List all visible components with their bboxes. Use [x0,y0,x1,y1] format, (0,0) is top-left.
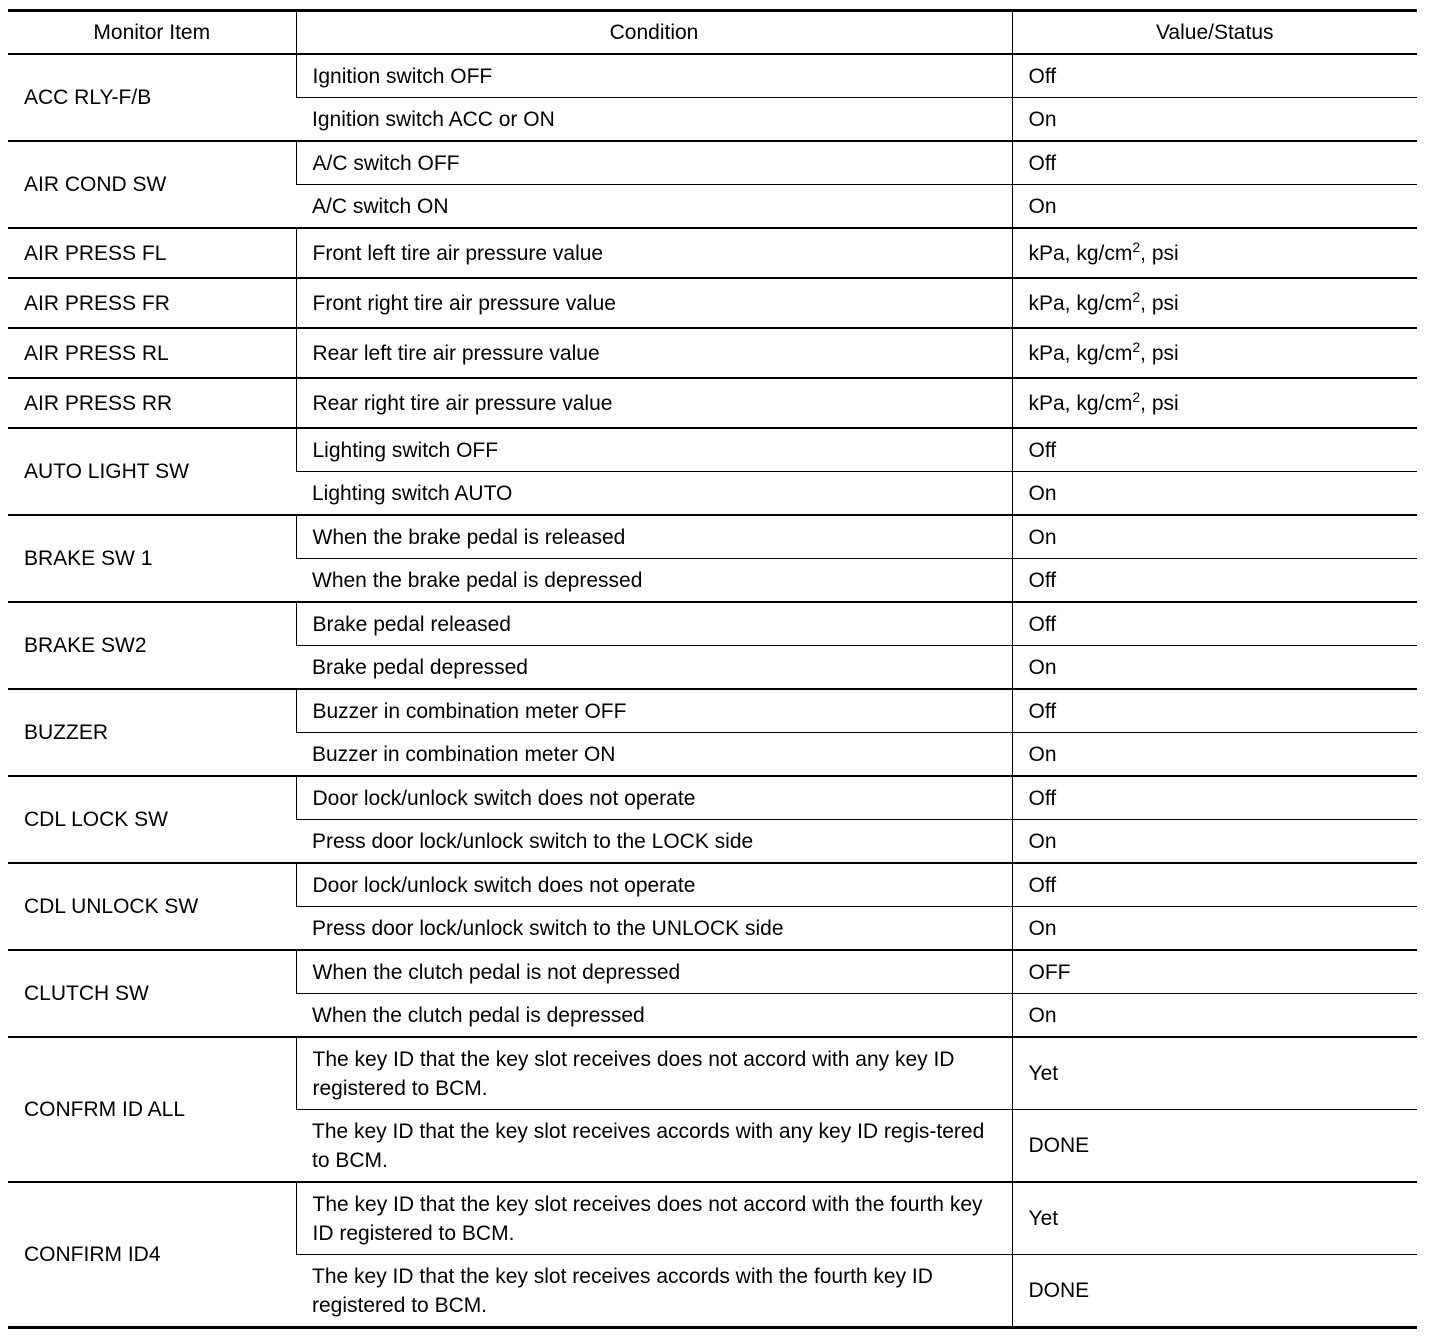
value-status-cell: On [1012,907,1417,951]
value-status-cell: On [1012,98,1417,142]
condition-cell: Press door lock/unlock switch to the LOCK side [296,820,1012,864]
table-row [8,54,1417,98]
value-status-cell: Off [1012,54,1417,98]
header-value-status: Value/Status [1012,11,1417,55]
condition-cell: Brake pedal depressed [296,646,1012,690]
value-status-cell: Off [1012,689,1417,733]
condition-cell: When the brake pedal is depressed [296,559,1012,603]
condition-cell: Door lock/unlock switch does not operate [296,863,1012,907]
monitor-item-cell: AIR PRESS RR [8,378,296,428]
monitor-item-cell: CONFIRM ID4 [8,1182,296,1328]
monitor-item-cell: CDL UNLOCK SW [8,863,296,950]
value-suffix: , psi [1140,391,1179,415]
monitor-item-cell: AIR PRESS FR [8,278,296,328]
value-status-cell: On [1012,185,1417,229]
table-row [8,1182,1417,1255]
condition-cell: Lighting switch OFF [296,428,1012,472]
table-row [8,1037,1417,1110]
condition-cell: Front right tire air pressure value [296,278,1012,328]
condition-cell: A/C switch OFF [296,141,1012,185]
condition-cell: The key ID that the key slot receives accords with any key ID regis-tered to BCM. [296,1110,1012,1183]
value-status-cell: On [1012,472,1417,516]
value-status-cell: On [1012,733,1417,777]
monitor-item-cell: AIR PRESS RL [8,328,296,378]
condition-cell: Brake pedal released [296,602,1012,646]
value-suffix: , psi [1140,241,1179,265]
value-superscript: 2 [1132,388,1141,405]
condition-cell: Lighting switch AUTO [296,472,1012,516]
value-status-cell: Off [1012,776,1417,820]
value-text: kPa, kg/cm [1028,291,1133,315]
monitor-item-cell: BRAKE SW 1 [8,515,296,602]
condition-cell: The key ID that the key slot receives does not accord with any key ID registered to BCM. [296,1037,1012,1110]
monitor-item-cell: BRAKE SW2 [8,602,296,689]
table-row [8,328,1417,378]
monitor-item-cell: CDL LOCK SW [8,776,296,863]
value-status-cell: Off [1012,559,1417,603]
monitor-item-cell: AUTO LIGHT SW [8,428,296,515]
table-row [8,141,1417,185]
table-row [8,378,1417,428]
value-superscript: 2 [1132,338,1141,355]
value-status-cell: Off [1012,141,1417,185]
monitor-item-cell: BUZZER [8,689,296,776]
table-row [8,689,1417,733]
header-row [8,11,1417,55]
monitor-item-cell: AIR COND SW [8,141,296,228]
table-row [8,228,1417,278]
condition-cell: When the clutch pedal is depressed [296,994,1012,1038]
table-row [8,428,1417,472]
value-status-cell: Off [1012,602,1417,646]
value-status-cell: On [1012,994,1417,1038]
monitor-item-cell: ACC RLY-F/B [8,54,296,141]
value-status-cell: Yet [1012,1037,1417,1110]
value-status-cell: On [1012,820,1417,864]
table-row [8,602,1417,646]
condition-cell: Ignition switch OFF [296,54,1012,98]
condition-cell: Buzzer in combination meter OFF [296,689,1012,733]
value-status-cell: On [1012,646,1417,690]
condition-cell: A/C switch ON [296,185,1012,229]
condition-cell: Front left tire air pressure value [296,228,1012,278]
value-suffix: , psi [1140,291,1179,315]
condition-cell: The key ID that the key slot receives accords with the fourth key ID registered to BCM. [296,1255,1012,1328]
value-status-cell: Yet [1012,1182,1417,1255]
condition-cell: The key ID that the key slot receives does not accord with the fourth key ID registered to BCM. [296,1182,1012,1255]
value-text: kPa, kg/cm [1028,241,1133,265]
value-status-cell: OFF [1012,950,1417,994]
table-row [8,776,1417,820]
value-status-cell [1012,328,1417,378]
condition-cell: Rear left tire air pressure value [296,328,1012,378]
value-text: kPa, kg/cm [1028,391,1133,415]
value-status-cell: Off [1012,428,1417,472]
table-row [8,278,1417,328]
monitor-item-cell: AIR PRESS FL [8,228,296,278]
condition-cell: Rear right tire air pressure value [296,378,1012,428]
table-row [8,515,1417,559]
value-text: kPa, kg/cm [1028,341,1133,365]
table-row [8,950,1417,994]
condition-cell: When the clutch pedal is not depressed [296,950,1012,994]
header-condition: Condition [296,11,1012,55]
condition-cell: When the brake pedal is released [296,515,1012,559]
value-status-cell [1012,228,1417,278]
condition-cell: Ignition switch ACC or ON [296,98,1012,142]
value-suffix: , psi [1140,341,1179,365]
value-superscript: 2 [1132,288,1141,305]
condition-cell: Press door lock/unlock switch to the UNLOCK side [296,907,1012,951]
value-superscript: 2 [1132,238,1141,255]
value-status-cell [1012,378,1417,428]
condition-cell: Buzzer in combination meter ON [296,733,1012,777]
value-status-cell: DONE [1012,1255,1417,1328]
table-row [8,863,1417,907]
value-status-cell [1012,278,1417,328]
monitor-item-cell: CONFRM ID ALL [8,1037,296,1182]
monitor-item-cell: CLUTCH SW [8,950,296,1037]
value-status-cell: On [1012,515,1417,559]
monitor-item-table [8,9,1417,1329]
condition-cell: Door lock/unlock switch does not operate [296,776,1012,820]
value-status-cell: DONE [1012,1110,1417,1183]
value-status-cell: Off [1012,863,1417,907]
header-monitor-item: Monitor Item [8,11,296,55]
table-body [8,54,1417,1328]
